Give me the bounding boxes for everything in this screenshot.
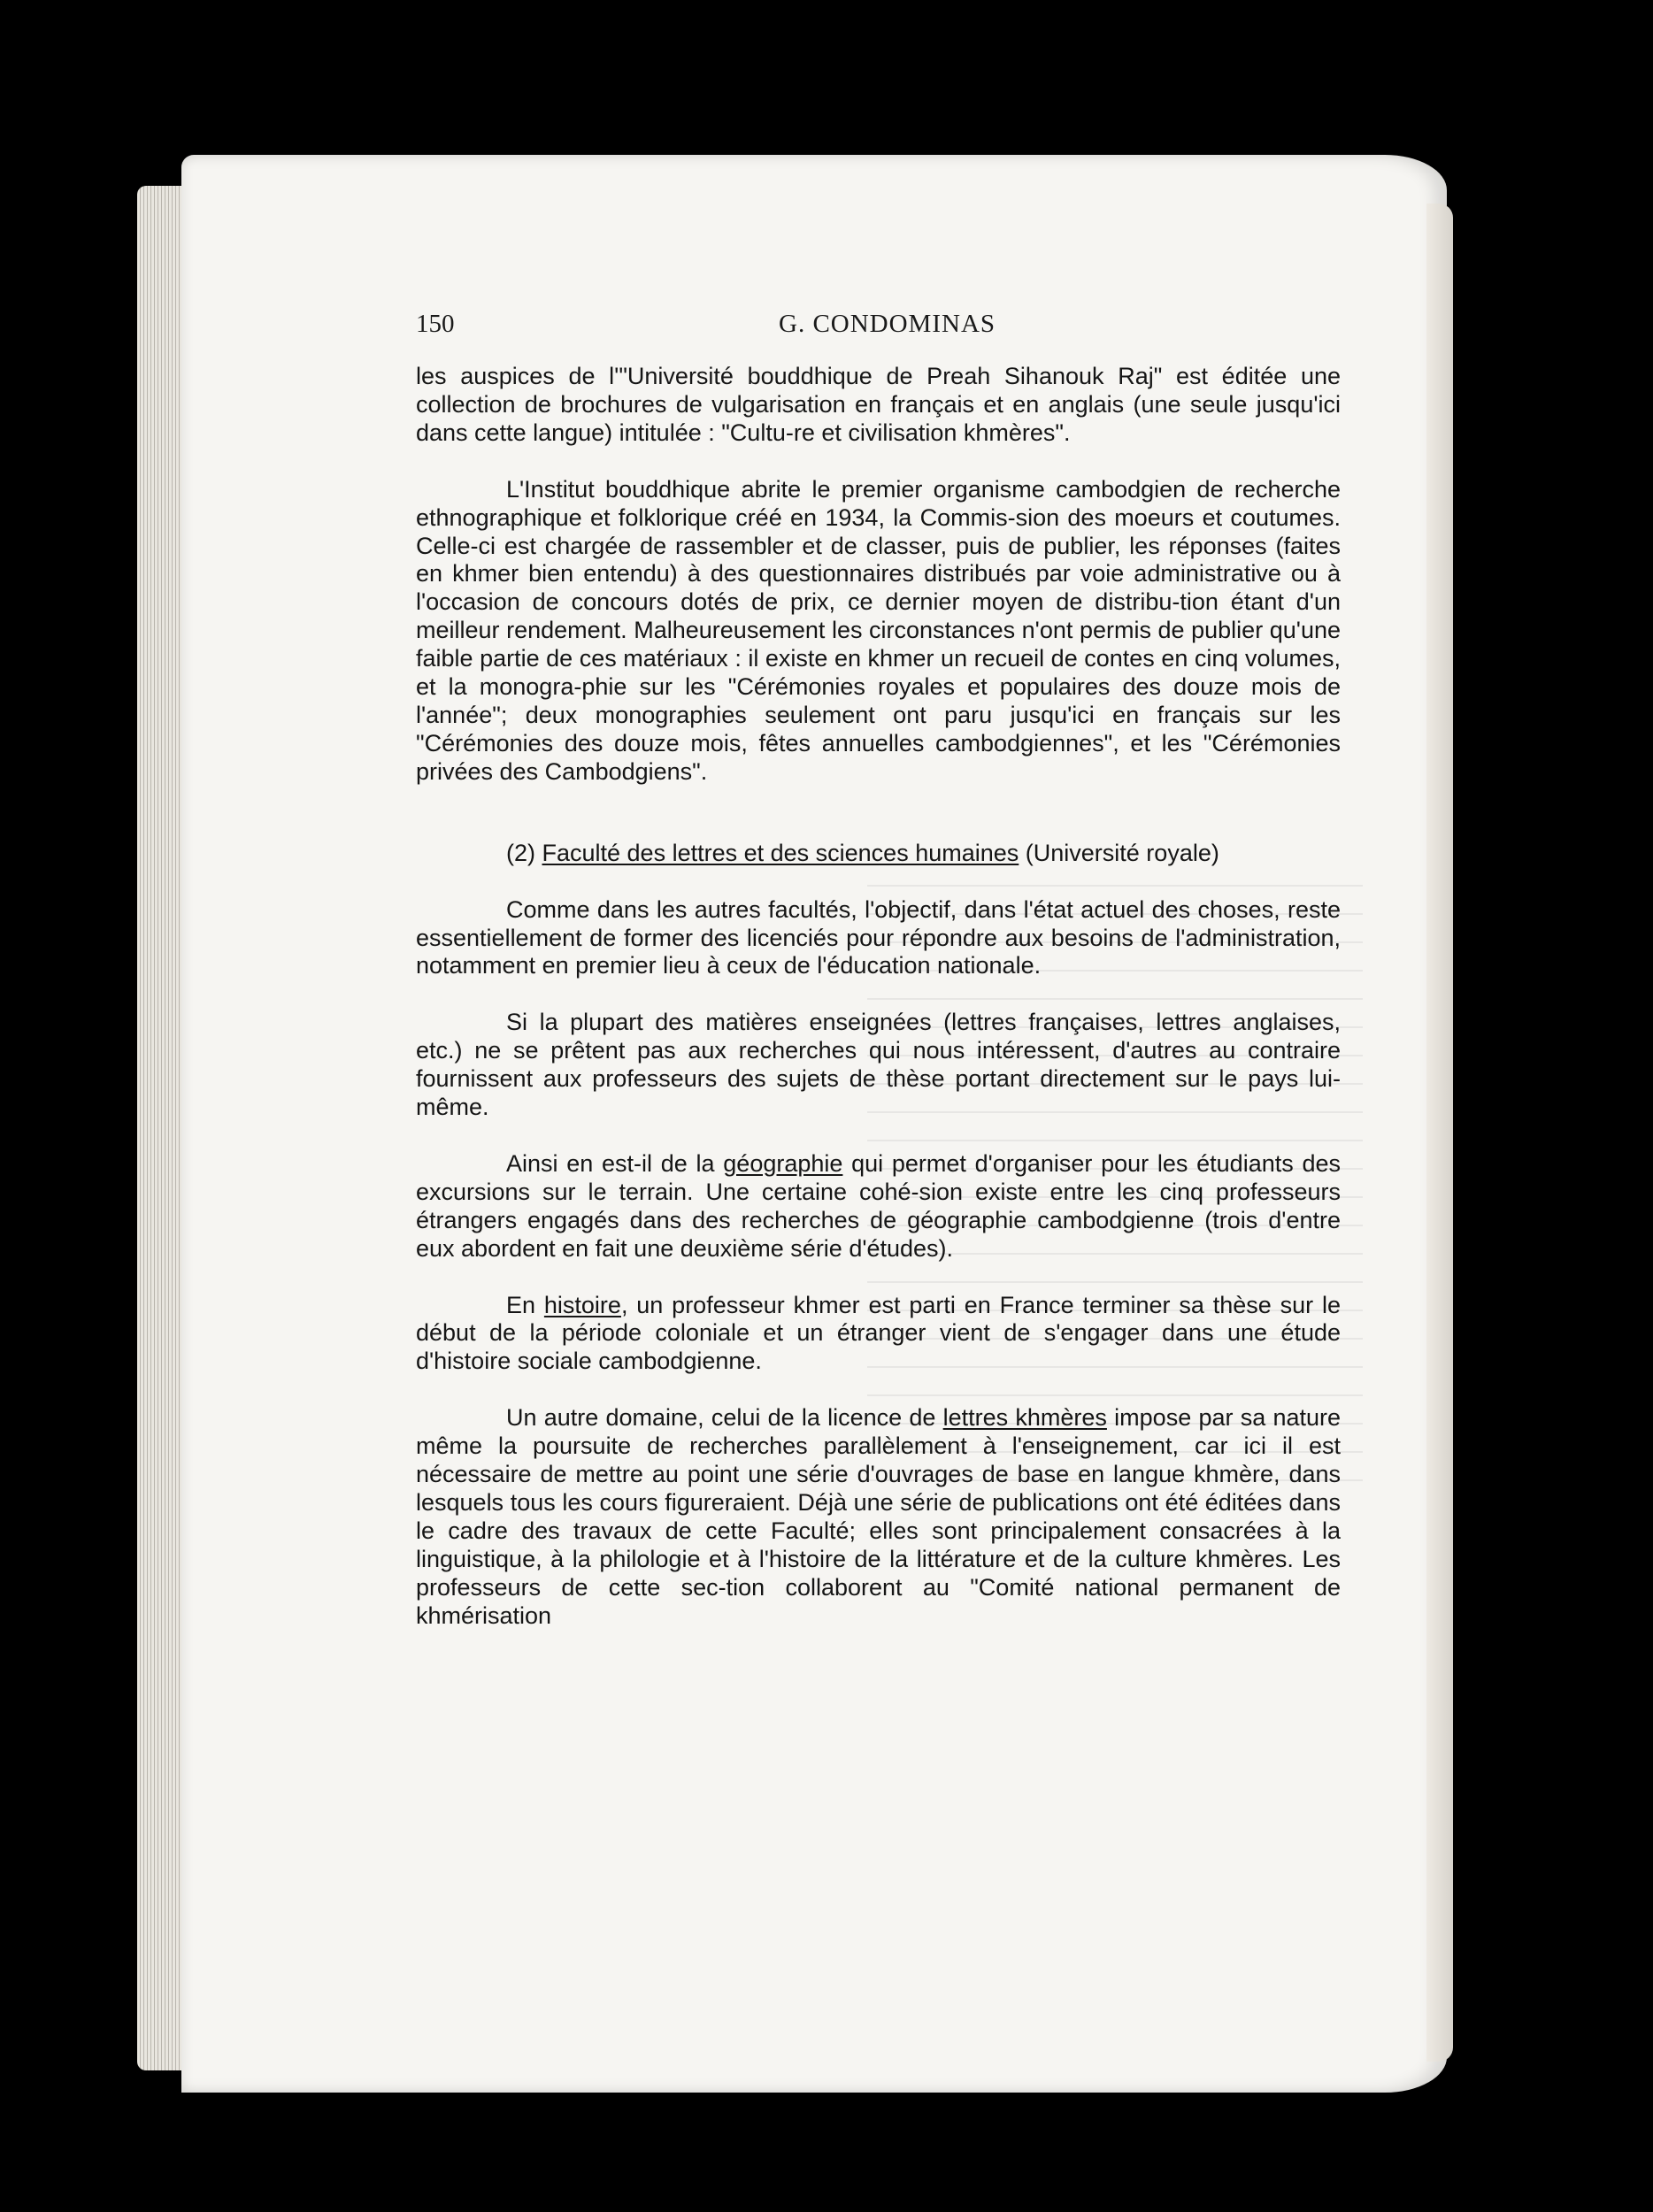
paragraph: les auspices de l'"Université bouddhique de Preah Sihanouk Raj" est éditée une collection de brochures de vulgarisation en français et en anglais (une seule jusqu'ici dans cette langue) intitulée : "Cultu-re et civilisation khmères". [416, 363, 1341, 446]
section-heading-faculte [416, 840, 1341, 868]
heading-underlined: Faculté des lettres et des sciences humaines [542, 839, 1019, 866]
heading-suffix: (Université royale) [1019, 839, 1219, 866]
text-prefix: Un autre domaine, celui de la licence de [506, 1404, 943, 1432]
paragraph-histoire [416, 1292, 1341, 1377]
underlined-term: histoire [543, 1291, 621, 1318]
page-curl-edge [1426, 204, 1453, 2062]
underlined-term: lettres khmères [942, 1404, 1107, 1432]
underlined-term: géographie [723, 1149, 843, 1177]
page-header [416, 310, 1336, 349]
text-prefix: En [506, 1291, 544, 1318]
text-suffix: impose par sa nature même la poursuite de recherches parallèlement à l'enseignement, car ici il est nécessaire de mettre au point une série d'ouvrages de base en langue khmère, dans lesquels tous les cours figureraient. Déjà une série de publications ont été éditées dans le cadre des travaux de cette Faculté; elles sont principalement consacrées à la linguistique, à la philologie et à l'histoire de la littérature et de la culture khmères. Les professeurs de cette sec-tion collaborent au "Comité national permanent de khmérisation [416, 1404, 1342, 1629]
text-suffix: qui permet d'organiser pour les étudiants des excursions sur le terrain. Une certaine cohé-sion existe entre les cinq professeurs étrangers engagés dans des recherches de géographie cambodgienne (trois d'entre eux abordent en fait une deuxième série d'études). [416, 1149, 1341, 1262]
page-number: 150 [416, 310, 455, 338]
paragraph: Si la plupart des matières enseignées (lettres françaises, lettres anglaises, etc.) ne se prêtent pas aux recherches qui nous intéressent, d'autres au contraire fournissent aux professeurs des sujets de thèse portant directement sur le pays lui-même. [416, 1009, 1341, 1121]
paragraph-geographie [416, 1150, 1341, 1263]
text-suffix: , un professeur khmer est parti en France terminer sa thèse sur le début de la période coloniale et un étranger vient de s'engager dans une étude d'histoire sociale cambodgienne. [416, 1291, 1341, 1375]
paragraph-lettres-khmeres [416, 1404, 1341, 1630]
text-prefix: Ainsi en est-il de la [506, 1149, 724, 1177]
paragraph: L'Institut bouddhique abrite le premier organisme cambodgien de recherche ethnographique et folklorique créé en 1934, la Commis-sion des moeurs et coutumes. Celle-ci est chargée de rassembler et de classer, puis de publier, les réponses (faites en khmer bien entendu) à des questionnaires distribués par voie administrative ou à l'occasion de concours dotés de prix, ce dernier moyen de distribu-tion étant d'un meilleur rendement. Malheureusement les circonstances n'ont permis de publier qu'une faible partie de ces matériaux : il existe en khmer un recueil de contes en cinq volumes, et la monogra-phie sur les "Cérémonies royales et populaires des douze mois de l'année"; deux monographies seulement ont paru jusqu'ici en français sur les "Cérémonies des douze mois, fêtes annuelles cambodgiennes", et les "Cérémonies privées des Cambodgiens". [416, 475, 1341, 785]
body-text [416, 363, 1341, 1659]
paragraph: Comme dans les autres facultés, l'objectif, dans l'état actuel des choses, reste essentiellement de former des licenciés pour répondre aux besoins de l'administration, notamment en premier lieu à ceux de l'éducation nationale. [416, 895, 1341, 979]
heading-prefix: (2) [506, 839, 542, 866]
running-head: G. CONDOMINAS [779, 310, 996, 338]
